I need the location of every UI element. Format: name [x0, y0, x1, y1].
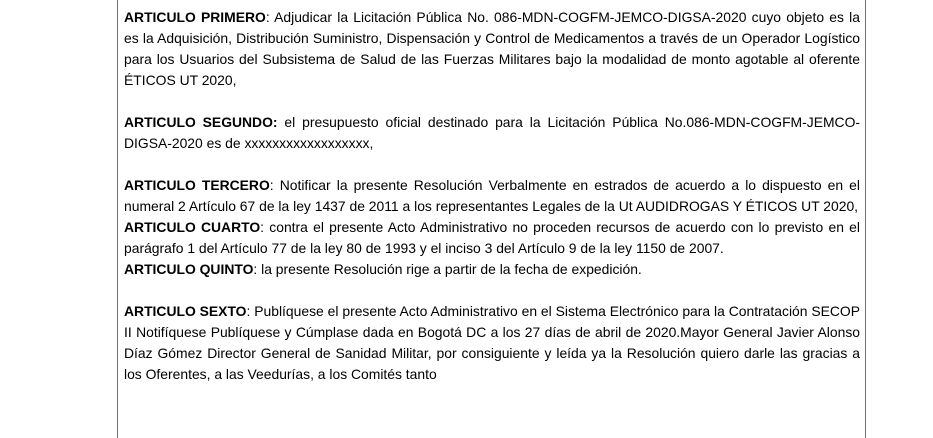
- article-heading: ARTICULO CUARTO: [124, 219, 261, 235]
- article-primero: [124, 7, 860, 91]
- article-heading: ARTICULO SEGUNDO:: [124, 114, 278, 130]
- article-sexto: [124, 301, 860, 385]
- article-text: contra el presente Acto Administrativo no proceden recursos de acuerdo con lo previsto en el parágrafo 1 del Artículo 77 de la ley 80 de 1993 y el inciso 3 del Artículo 9 de la ley 1150 de 2007.: [124, 219, 860, 256]
- article-tercero: [124, 175, 860, 217]
- article-text: el presupuesto oficial destinado para la Licitación Pública No.086-MDN-COGFM-JEMCO-DIGSA-2020 es de xxxxxxxxxxxxxxxxxx,: [124, 114, 861, 151]
- article-segundo: [124, 112, 860, 154]
- article-quinto: [124, 259, 860, 280]
- article-cuarto: [124, 217, 860, 259]
- article-text: la presente Resolución rige a partir de la fecha de expedición.: [257, 261, 642, 277]
- article-heading: ARTICULO QUINTO: [124, 261, 254, 277]
- article-heading: ARTICULO TERCERO: [124, 177, 270, 193]
- article-heading: ARTICULO PRIMERO: [124, 9, 266, 25]
- article-text: Notificar la presente Resolución Verbalmente en estrados de acuerdo a lo dispuesto en el numeral 2 Artículo 67 de la ley 1437 de 2011 a los representantes Legales de la Ut AUDIDROGAS Y ÉTICOS UT 2020,: [124, 177, 860, 214]
- document-body: [124, 7, 860, 385]
- article-separator: :: [253, 261, 258, 277]
- article-heading: ARTICULO SEXTO: [124, 303, 247, 319]
- article-separator: :: [246, 303, 251, 319]
- article-separator: :: [265, 9, 270, 25]
- article-text: Adjudicar la Licitación Pública No. 086-MDN-COGFM-JEMCO-DIGSA-2020 cuyo objeto es la es la Adquisición, Distribución Suministro, Dispensación y Control de Medicamentos a través de un Operador Logístico para los Usuarios del Subsistema de Salud de las Fuerzas Militares bajo la modalidad de monto agotable al oferente ÉTICOS UT 2020,: [124, 9, 860, 88]
- article-text: Publíquese el presente Acto Administrativo en el Sistema Electrónico para la Contratación SECOP II Notifíquese Publíquese y Cúmplase dada en Bogotá DC a los 27 días de abril de 2020.Mayor General Javier Alonso Díaz Gómez Director General de Sanidad Militar, por consiguiente y leída ya la Resolución quiero darle las gracias a los Oferentes, a las Veedurías, a los Comités tanto: [124, 303, 861, 382]
- article-separator: :: [260, 219, 265, 235]
- article-separator: :: [269, 177, 274, 193]
